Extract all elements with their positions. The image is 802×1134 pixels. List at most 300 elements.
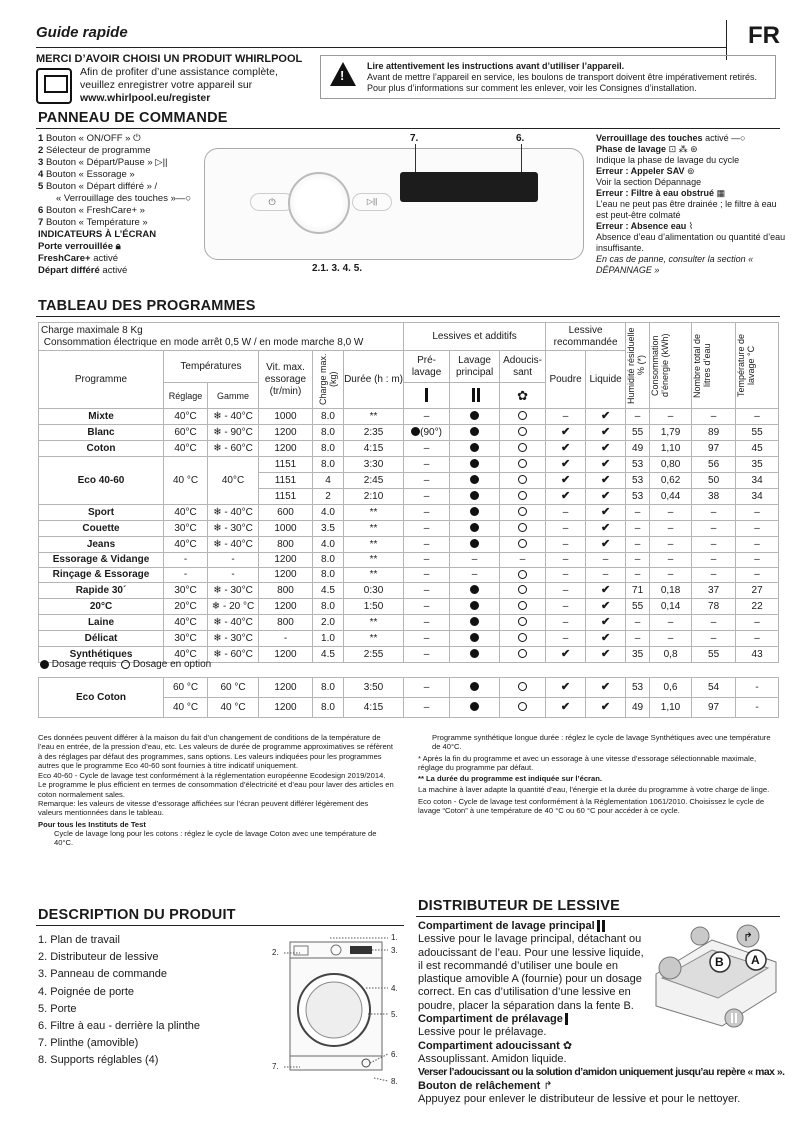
warning-icon xyxy=(330,62,356,86)
lock-icon: 🔒︎ xyxy=(115,241,121,252)
table-cell: – xyxy=(404,505,450,521)
table-cell xyxy=(586,537,626,553)
indicator-delay: Départ différé activé xyxy=(38,265,128,276)
dosage-required-icon xyxy=(470,427,479,436)
table-cell xyxy=(586,583,626,599)
table-cell: – xyxy=(650,537,692,553)
dosage-optional-icon xyxy=(518,443,527,452)
table-cell: 49 xyxy=(626,698,650,718)
dosage-legend: Dosage requis Dosage en option xyxy=(40,659,211,670)
power-icon: ⏻ xyxy=(133,133,141,144)
table-cell: 40°C xyxy=(164,441,208,457)
dosage-required-icon xyxy=(470,601,479,610)
table-row xyxy=(39,425,779,441)
table-row xyxy=(39,553,779,568)
check-icon: ✔ xyxy=(600,681,611,693)
control-panel-title: PANNEAU DE COMMANDE xyxy=(38,110,228,126)
header-charge: Charge max. (kg) xyxy=(318,353,338,406)
table-cell: ❄ - 60°C xyxy=(208,647,259,663)
dosage-optional-icon xyxy=(518,601,527,610)
table-cell xyxy=(586,441,626,457)
table-cell: 0,18 xyxy=(650,583,692,599)
table-cell: 60 °C xyxy=(208,678,259,698)
register-text xyxy=(80,66,315,105)
table-cell: - xyxy=(736,678,779,698)
control-item: 3 Bouton « Départ/Pause » ▷|| xyxy=(38,157,168,168)
table-cell: Mixte xyxy=(39,409,164,425)
check-icon: ✔ xyxy=(600,701,611,713)
table-cell: 60°C xyxy=(164,425,208,441)
table-cell: 1,10 xyxy=(650,698,692,718)
table-cell: – xyxy=(404,537,450,553)
table-row xyxy=(39,568,779,583)
table-row xyxy=(39,583,779,599)
check-icon: ✔ xyxy=(600,584,611,596)
table-cell: – xyxy=(404,441,450,457)
table-cell: – xyxy=(650,568,692,583)
key-icon: —○ xyxy=(175,193,192,204)
table-cell xyxy=(586,473,626,489)
table-cell xyxy=(586,521,626,537)
table-cell xyxy=(546,473,586,489)
check-icon: ✔ xyxy=(600,616,611,628)
table-cell: 0,6 xyxy=(650,678,692,698)
table-cell: 600 xyxy=(259,505,313,521)
table-row xyxy=(39,631,779,647)
dosage-required-icon xyxy=(470,682,479,691)
table-cell: 4:15 xyxy=(344,441,404,457)
header-temperature-lavage: Température de lavage °C xyxy=(736,333,757,398)
table-cell: 3.5 xyxy=(313,521,344,537)
description-title: DESCRIPTION DU PRODUIT xyxy=(38,907,236,923)
table-cell: 53 xyxy=(626,457,650,473)
table-cell: – xyxy=(404,599,450,615)
table-cell: – xyxy=(404,615,450,631)
callout-4: 4. xyxy=(391,984,398,993)
table-cell: – xyxy=(626,505,650,521)
table-cell: – xyxy=(692,521,736,537)
table-cell: – xyxy=(404,521,450,537)
table-cell: 2.0 xyxy=(313,615,344,631)
header-programme: Programme xyxy=(39,351,164,409)
table-cell: ** xyxy=(344,568,404,583)
header-humidite: Humidité résiduelle % (*) xyxy=(626,327,647,404)
table-cell: 30°C xyxy=(164,521,208,537)
table-cell xyxy=(586,409,626,425)
table-cell: 40°C xyxy=(164,647,208,663)
table-cell xyxy=(450,583,500,599)
table-cell xyxy=(450,631,500,647)
control-item: « Verrouillage des touches »—○ xyxy=(56,193,192,204)
table-cell: ** xyxy=(344,521,404,537)
dosage-optional-icon xyxy=(518,507,527,516)
control-item: 7 Bouton « Température » xyxy=(38,217,148,228)
table-cell xyxy=(450,698,500,718)
table-cell: – xyxy=(546,521,586,537)
table-cell: – xyxy=(404,568,450,583)
table-cell xyxy=(500,678,546,698)
language-code: FR xyxy=(748,22,780,49)
table-cell: 40°C xyxy=(164,537,208,553)
table-cell: Rapide 30´ xyxy=(39,583,164,599)
dosage-optional-icon xyxy=(518,617,527,626)
table-cell: 40 °C xyxy=(164,698,208,718)
dosage-optional-icon xyxy=(518,702,527,711)
wash-phase-icons: ⊡ ⁂ ⊛ xyxy=(668,144,698,154)
table-cell xyxy=(586,631,626,647)
dosage-required-icon xyxy=(470,617,479,626)
table-cell: – xyxy=(404,678,450,698)
table-cell xyxy=(450,505,500,521)
table-cell: 20°C xyxy=(164,599,208,615)
table-cell: ❄ - 20 °C xyxy=(208,599,259,615)
power-button-icon: ⏻ xyxy=(250,193,294,211)
table-cell xyxy=(500,489,546,505)
table-row xyxy=(39,457,779,473)
table-cell: – xyxy=(450,553,500,568)
no-water-icon: ⌇ xyxy=(688,221,694,231)
check-icon: ✔ xyxy=(600,442,611,454)
table-cell xyxy=(546,457,586,473)
dosage-optional-icon xyxy=(518,523,527,532)
table-cell: – xyxy=(650,521,692,537)
callout-2: 2. xyxy=(272,948,279,957)
table-cell: – xyxy=(404,457,450,473)
dosage-required-icon xyxy=(470,507,479,516)
table-cell: 40 °C xyxy=(164,457,208,505)
table-cell xyxy=(500,457,546,473)
table-cell: – xyxy=(546,553,586,568)
table-cell: – xyxy=(586,568,626,583)
softener-icon: ✿ xyxy=(562,1039,573,1052)
table-cell: 1200 xyxy=(259,553,313,568)
table-cell: – xyxy=(500,553,546,568)
program-table-divider xyxy=(36,316,780,317)
table-cell xyxy=(500,568,546,583)
table-cell: 49 xyxy=(626,441,650,457)
check-icon: ✔ xyxy=(600,632,611,644)
table-cell: - xyxy=(164,553,208,568)
notes-left: Ces données peuvent différer à la maison du fait d’un changement de conditions de la température de l’eau en entrée, de la pression d’eau, etc. Les valeurs de durée de programme approximatives se réfèrent à des réglages par défaut des programmes, sans options. Les valeurs indiquées pour les programmes autres que le programme Eco 40-60 sont fournies à titre indicatif uniquement. Eco 40-60 - Cycle de lavage test conformément à la réglementation européenne Ecodesign 2019/2014. Le programme le plus efficient en termes de consommation d’électricité et d’eau pour laver des articles en coton normalement sales. Remarque: les valeurs de vitesse d’essorage affichées sur l’écran peuvent différer légèrement des valeurs mentionnées dans le tableau. Pour tous les Instituts de Test Cycle de lavage long pour les cotons : réglez le cycle de lavage Coton avec une température de 40°C. xyxy=(38,733,394,848)
check-icon: ✔ xyxy=(560,442,571,454)
table-cell: ❄ - 40°C xyxy=(208,537,259,553)
table-cell: 55 xyxy=(626,425,650,441)
table-cell xyxy=(586,678,626,698)
description-item: 6. Filtre à eau - derrière la plinthe xyxy=(38,1020,201,1033)
table-cell: 1151 xyxy=(259,473,313,489)
table-cell: 3:50 xyxy=(344,678,404,698)
table-cell: – xyxy=(692,631,736,647)
table-cell xyxy=(450,537,500,553)
table-cell: 37 xyxy=(692,583,736,599)
eco-coton-body xyxy=(39,678,779,718)
table-cell xyxy=(546,647,586,663)
table-row xyxy=(39,537,779,553)
table-cell: Synthétiques xyxy=(39,647,164,663)
prewash-icon xyxy=(565,1013,568,1025)
description-item: 2. Distributeur de lessive xyxy=(38,951,159,964)
dosage-optional-icon xyxy=(518,633,527,642)
dosage-optional-icon xyxy=(518,491,527,500)
table-cell: 2:55 xyxy=(344,647,404,663)
table-row xyxy=(39,521,779,537)
table-cell: 1151 xyxy=(259,457,313,473)
callout-6: 6. xyxy=(391,1050,398,1059)
header-lavage-principal: Lavage principal xyxy=(450,351,500,383)
table-cell: 8.0 xyxy=(313,409,344,425)
dosage-required-icon xyxy=(470,702,479,711)
table-cell xyxy=(450,441,500,457)
header-consommation: Consommation d’énergie (kWh) xyxy=(650,333,671,398)
control-panel-divider xyxy=(36,128,780,129)
table-cell: ❄ - 30°C xyxy=(208,521,259,537)
header-gamme: Gamme xyxy=(208,383,259,409)
check-icon: ✔ xyxy=(600,426,611,438)
table-cell: 2:10 xyxy=(344,489,404,505)
table-cell: 55 xyxy=(626,599,650,615)
dosage-required-icon xyxy=(470,491,479,500)
indicator-freshcare: FreshCare+ activé xyxy=(38,253,119,264)
table-cell: 35 xyxy=(736,457,779,473)
table-row xyxy=(39,678,779,698)
table-cell: 800 xyxy=(259,615,313,631)
table-cell xyxy=(450,647,500,663)
table-cell: Coton xyxy=(39,441,164,457)
check-icon: ✔ xyxy=(560,648,571,660)
callout-5: 5. xyxy=(391,1010,398,1019)
table-cell: – xyxy=(736,615,779,631)
softener-icon: ✿ xyxy=(500,383,546,409)
table-cell: – xyxy=(736,537,779,553)
table-cell xyxy=(586,698,626,718)
table-cell: 1151 xyxy=(259,489,313,505)
callout-line-6 xyxy=(521,144,522,172)
dosage-optional-icon xyxy=(518,475,527,484)
start-button-icon: ▷|| xyxy=(352,193,392,211)
dosage-required-icon xyxy=(470,633,479,642)
table-row xyxy=(39,441,779,457)
table-cell: – xyxy=(404,631,450,647)
table-cell xyxy=(586,425,626,441)
table-cell: 4:15 xyxy=(344,698,404,718)
table-cell: 8.0 xyxy=(313,425,344,441)
table-cell xyxy=(546,425,586,441)
header-prelavage: Pré-lavage xyxy=(404,351,450,383)
table-cell: – xyxy=(546,537,586,553)
table-cell xyxy=(586,647,626,663)
table-cell: 97 xyxy=(692,441,736,457)
table-cell xyxy=(450,473,500,489)
check-icon: ✔ xyxy=(600,506,611,518)
header-duree: Durée (h : m) xyxy=(344,351,404,409)
dosage-optional-icon xyxy=(518,459,527,468)
dosage-required-icon xyxy=(470,475,479,484)
table-cell: ❄ - 40°C xyxy=(208,409,259,425)
table-cell: 2:35 xyxy=(344,425,404,441)
header-liquide: Liquide xyxy=(586,351,626,409)
table-cell: 800 xyxy=(259,583,313,599)
table-cell xyxy=(546,489,586,505)
table-cell: 0,14 xyxy=(650,599,692,615)
control-item: 6 Bouton « FreshCare+ » xyxy=(38,205,145,216)
table-cell: – xyxy=(546,505,586,521)
table-cell: 1200 xyxy=(259,599,313,615)
table-cell: Délicat xyxy=(39,631,164,647)
play-pause-icon: ▷|| xyxy=(155,157,168,168)
table-cell: 54 xyxy=(692,678,736,698)
table-cell: 38 xyxy=(692,489,736,505)
check-icon: ✔ xyxy=(600,522,611,534)
dispenser-title: DISTRIBUTEUR DE LESSIVE xyxy=(418,898,620,914)
table-cell xyxy=(586,505,626,521)
table-cell: Laine xyxy=(39,615,164,631)
header-adoucissant: Adoucis-sant xyxy=(500,351,546,383)
table-cell: – xyxy=(736,568,779,583)
table-cell: 1,79 xyxy=(650,425,692,441)
table-cell: 8.0 xyxy=(313,553,344,568)
table-cell: – xyxy=(626,631,650,647)
table-cell: - xyxy=(164,568,208,583)
table-cell xyxy=(500,425,546,441)
table-cell: 20°C xyxy=(39,599,164,615)
table-cell: Eco 40-60 xyxy=(39,457,164,505)
table-cell xyxy=(500,599,546,615)
table-cell: 800 xyxy=(259,537,313,553)
table-cell: 34 xyxy=(736,489,779,505)
table-row xyxy=(39,505,779,521)
warning-heading: Lire attentivement les instructions avant d’utiliser l’appareil. xyxy=(367,61,625,71)
display-screen xyxy=(400,172,538,202)
table-cell: – xyxy=(546,583,586,599)
description-divider xyxy=(36,925,404,926)
eco-coton-table xyxy=(38,677,779,718)
dosage-optional-icon xyxy=(518,411,527,420)
table-cell: 4.0 xyxy=(313,505,344,521)
dosage-optional-icon xyxy=(518,585,527,594)
table-cell: 4.5 xyxy=(313,583,344,599)
table-cell xyxy=(586,615,626,631)
table-cell: 40 °C xyxy=(208,698,259,718)
table-cell: ** xyxy=(344,505,404,521)
check-icon: ✔ xyxy=(560,426,571,438)
table-charge-info: Charge maximale 8 Kg Consommation électrique en mode arrêt 0,5 W / en mode marche 8,0 W xyxy=(39,323,404,351)
callout-line-7 xyxy=(415,144,416,172)
table-cell: – xyxy=(650,505,692,521)
table-cell: ** xyxy=(344,615,404,631)
table-cell xyxy=(500,631,546,647)
table-cell: Eco Coton xyxy=(39,678,164,718)
table-cell: 1,10 xyxy=(650,441,692,457)
table-cell: 4.5 xyxy=(313,647,344,663)
table-cell: Couette xyxy=(39,521,164,537)
table-cell: – xyxy=(626,521,650,537)
table-cell: – xyxy=(736,521,779,537)
table-cell: 1:50 xyxy=(344,599,404,615)
header-divider xyxy=(36,47,726,48)
table-cell: – xyxy=(546,599,586,615)
table-cell: – xyxy=(736,505,779,521)
description-item: 4. Poignée de porte xyxy=(38,985,135,998)
table-cell: 55 xyxy=(692,647,736,663)
table-cell: 8.0 xyxy=(313,698,344,718)
table-cell xyxy=(450,521,500,537)
table-cell xyxy=(586,599,626,615)
table-cell: – xyxy=(404,409,450,425)
check-icon: ✔ xyxy=(560,681,571,693)
table-cell: 40°C xyxy=(208,457,259,505)
table-cell xyxy=(500,473,546,489)
table-cell: ** xyxy=(344,553,404,568)
table-cell: – xyxy=(404,647,450,663)
dosage-optional-icon xyxy=(518,539,527,548)
table-cell: 43 xyxy=(736,647,779,663)
table-cell: 1200 xyxy=(259,568,313,583)
svg-text:↱: ↱ xyxy=(743,930,754,944)
table-cell: – xyxy=(404,489,450,505)
description-list xyxy=(38,932,200,1070)
table-cell: ❄ - 40°C xyxy=(208,505,259,521)
table-cell: 27 xyxy=(736,583,779,599)
table-cell: ❄ - 90°C xyxy=(208,425,259,441)
table-cell: 1200 xyxy=(259,441,313,457)
main-wash-icon xyxy=(597,920,600,932)
dosage-optional-icon xyxy=(518,570,527,579)
table-cell: 1200 xyxy=(259,647,313,663)
table-cell: 60 °C xyxy=(164,678,208,698)
table-cell: – xyxy=(736,631,779,647)
dispenser-divider xyxy=(416,916,780,917)
check-icon: ✔ xyxy=(600,410,611,422)
table-cell: – xyxy=(626,568,650,583)
dosage-optional-icon xyxy=(518,649,527,658)
filter-icon: ▦ xyxy=(716,188,726,198)
dosage-optional-icon xyxy=(518,427,527,436)
table-cell xyxy=(500,505,546,521)
table-cell: – xyxy=(650,409,692,425)
table-cell: - xyxy=(259,631,313,647)
table-cell: – xyxy=(626,537,650,553)
callout-6: 6. xyxy=(516,133,525,144)
table-cell: 8.0 xyxy=(313,678,344,698)
description-item: 1. Plan de travail xyxy=(38,934,120,946)
table-cell xyxy=(500,441,546,457)
callout-1: 1. xyxy=(391,933,398,942)
table-cell: 53 xyxy=(626,678,650,698)
table-cell: 1200 xyxy=(259,698,313,718)
table-cell: – xyxy=(546,409,586,425)
table-cell: – xyxy=(692,537,736,553)
table-cell xyxy=(450,615,500,631)
table-cell: 50 xyxy=(692,473,736,489)
register-url[interactable]: www.whirlpool.eu/register xyxy=(80,92,211,104)
indicator-door-locked: Porte verrouillée 🔒︎ xyxy=(38,241,121,252)
table-cell: - xyxy=(208,568,259,583)
table-cell: 0,44 xyxy=(650,489,692,505)
table-cell: – xyxy=(650,615,692,631)
table-cell: – xyxy=(404,698,450,718)
check-icon: ✔ xyxy=(600,648,611,660)
table-cell: – xyxy=(626,615,650,631)
dispenser-text: Compartiment de lavage principal Lessive pour le lavage principal, détachant ou adoucissant de l’eau. Pour une lessive liquide, il est recommandé d’utiliser une boule en plastique amovible A (fournie) pour un dosage correct. En cas d’utilisation d’une lessive en poudre, placer la séparation dans la fente B. Compartiment de prélavage Lessive pour le prélavage. Compartiment adoucissant ✿ Assouplissant. Amidon liquide. Verser l’adoucissant ou la solution d’amidon uniquement jusqu’au repère « max ». Bouton de relâchement ↱ Appuyez pour enlever le distributeur de lessive et pour le nettoyer. xyxy=(418,920,785,1105)
service-icon: ⊚ xyxy=(687,166,695,176)
table-row xyxy=(39,615,779,631)
table-cell xyxy=(450,409,500,425)
table-row xyxy=(39,599,779,615)
table-cell: ❄ - 40°C xyxy=(208,615,259,631)
program-table-title: TABLEAU DES PROGRAMMES xyxy=(38,298,256,314)
table-cell xyxy=(586,489,626,505)
callout-7: 7. xyxy=(272,1062,279,1071)
